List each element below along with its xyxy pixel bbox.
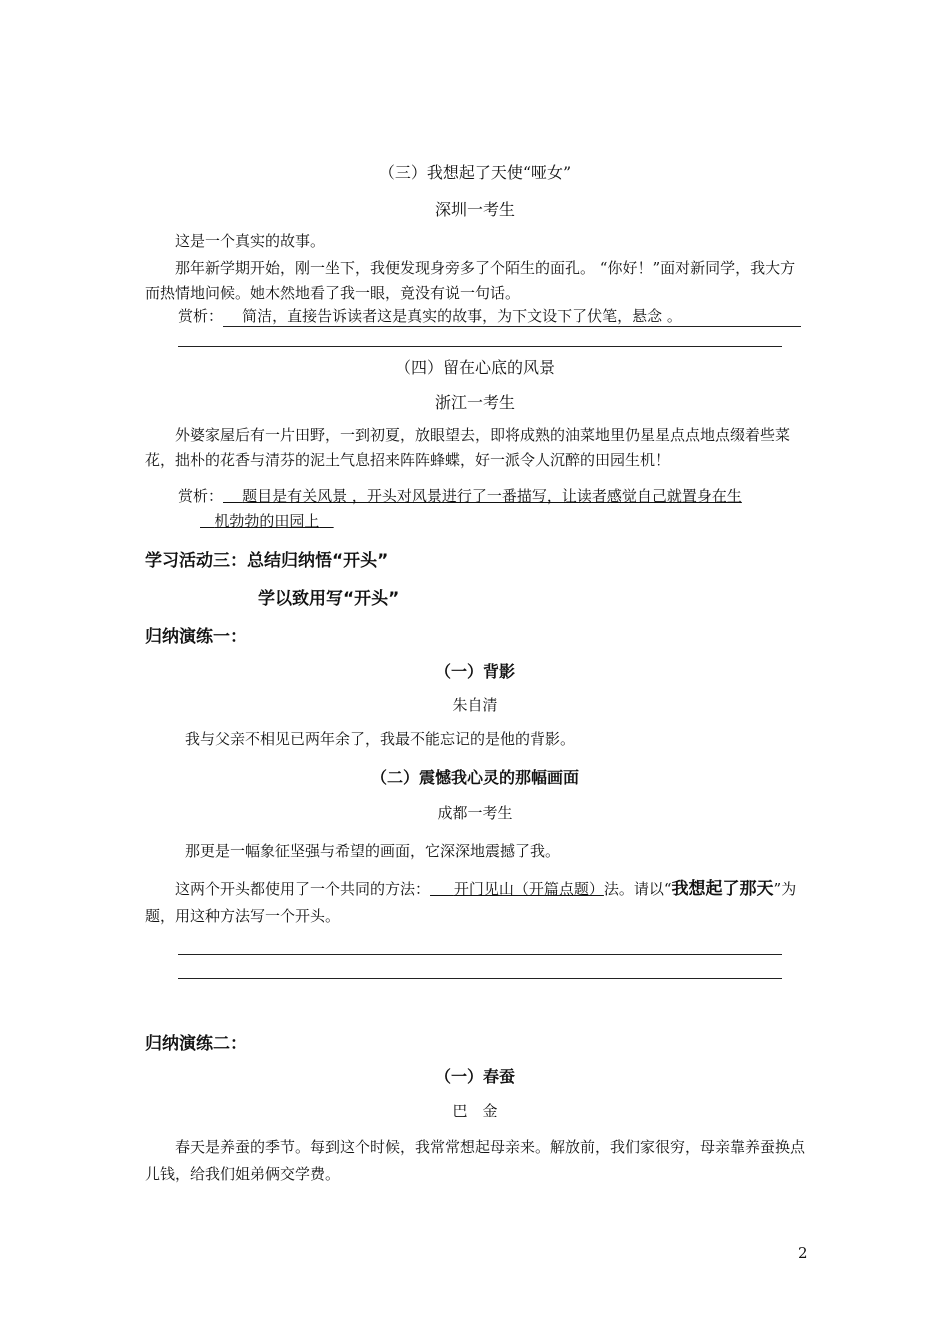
section4-title: （四）留在心底的风景: [394, 358, 555, 377]
section3-comment: [178, 305, 808, 327]
exercise1-item2-title: （二）震憾我心灵的那幅画面: [370, 768, 579, 787]
exercise1-heading: 归纳演练一：: [145, 627, 247, 647]
section3-author: 深圳一考生: [434, 200, 515, 219]
answer-blank-line: [178, 978, 782, 979]
exercise2-item1-text: 春天是养蚕的季节。每到这个时候，我常常想起母亲来。解放前，我们家很穷，母亲靠养蚕换点儿钱，给我们姐弟俩交学费。: [145, 1138, 806, 1183]
exercise2-heading: 归纳演练二：: [145, 1034, 247, 1054]
comment-label: 赏析：: [178, 307, 224, 325]
comment-answer-text: 题目是有关风景 ，开头对风景进行了一番描写，让读者感觉自己就置身在生: [242, 487, 742, 505]
activity3-subheading: 学以致用写“开头”: [258, 589, 400, 609]
task-text: 这两个开头都使用了一个共同的方法：: [175, 880, 431, 898]
task-topic: 我想起了那天: [671, 879, 774, 899]
comment-answer-line2: [200, 512, 334, 530]
section3-paragraph-1: 这是一个真实的故事。: [175, 232, 326, 250]
task-answer-text: 开门见山（开篇点题）: [453, 880, 604, 898]
exercise2-item1-author: 巴 金: [452, 1102, 498, 1120]
page-number: 2: [798, 1244, 808, 1262]
comment-label: 赏析：: [178, 487, 224, 505]
answer-blank-line: [178, 346, 782, 347]
task-answer: [430, 880, 604, 898]
task-text: ”为题，用这种方法写一个开头。: [145, 880, 797, 925]
section3-paragraph-2: 那年新学期开始，刚一坐下，我便发现身旁多了个陌生的面孔。 “你好！”面对新同学，我大方而热情地问候。她木然地看了我一眼，竟没有说一句话。: [145, 259, 796, 302]
activity3-heading: 学习活动三：总结归纳悟“开头”: [145, 551, 389, 571]
comment-answer-text: 机勃勃的田园上: [214, 512, 320, 530]
comment-answer-text: 简洁，直接告诉读者这是真实的故事，为下文设下了伏笔，悬念 。: [242, 307, 682, 325]
section3-title: （三）我想起了天使“哑女”: [378, 163, 572, 182]
exercise2-item1-title: （一）春蚕: [434, 1067, 515, 1086]
exercise1-item1-author: 朱自清: [452, 696, 498, 714]
exercise1-item1-title: （一）背影: [434, 662, 515, 681]
exercise1-task: [145, 876, 810, 930]
exercise1-item2-author: 成都一考生: [437, 804, 513, 822]
exercise1-item1-text: 我与父亲不相见已两年余了，我最不能忘记的是他的背影。: [185, 730, 576, 748]
section4-author: 浙江一考生: [434, 393, 515, 412]
comment-answer: [223, 305, 801, 327]
exercise1-item2-text: 那更是一幅象征坚强与希望的画面，它深深地震撼了我。: [185, 842, 561, 860]
task-text: 法。请以“: [603, 880, 672, 898]
answer-blank-line: [178, 954, 782, 955]
section4-paragraph-1: 外婆家屋后有一片田野，一到初夏，放眼望去，即将成熟的油菜地里仍星星点点地点缀着些菜花，拙朴的花香与清芬的泥土气息招来阵阵蜂蝶，好一派令人沉醉的田园生机！: [145, 426, 791, 469]
comment-answer-line1: [223, 487, 742, 505]
section4-comment: [178, 484, 818, 534]
